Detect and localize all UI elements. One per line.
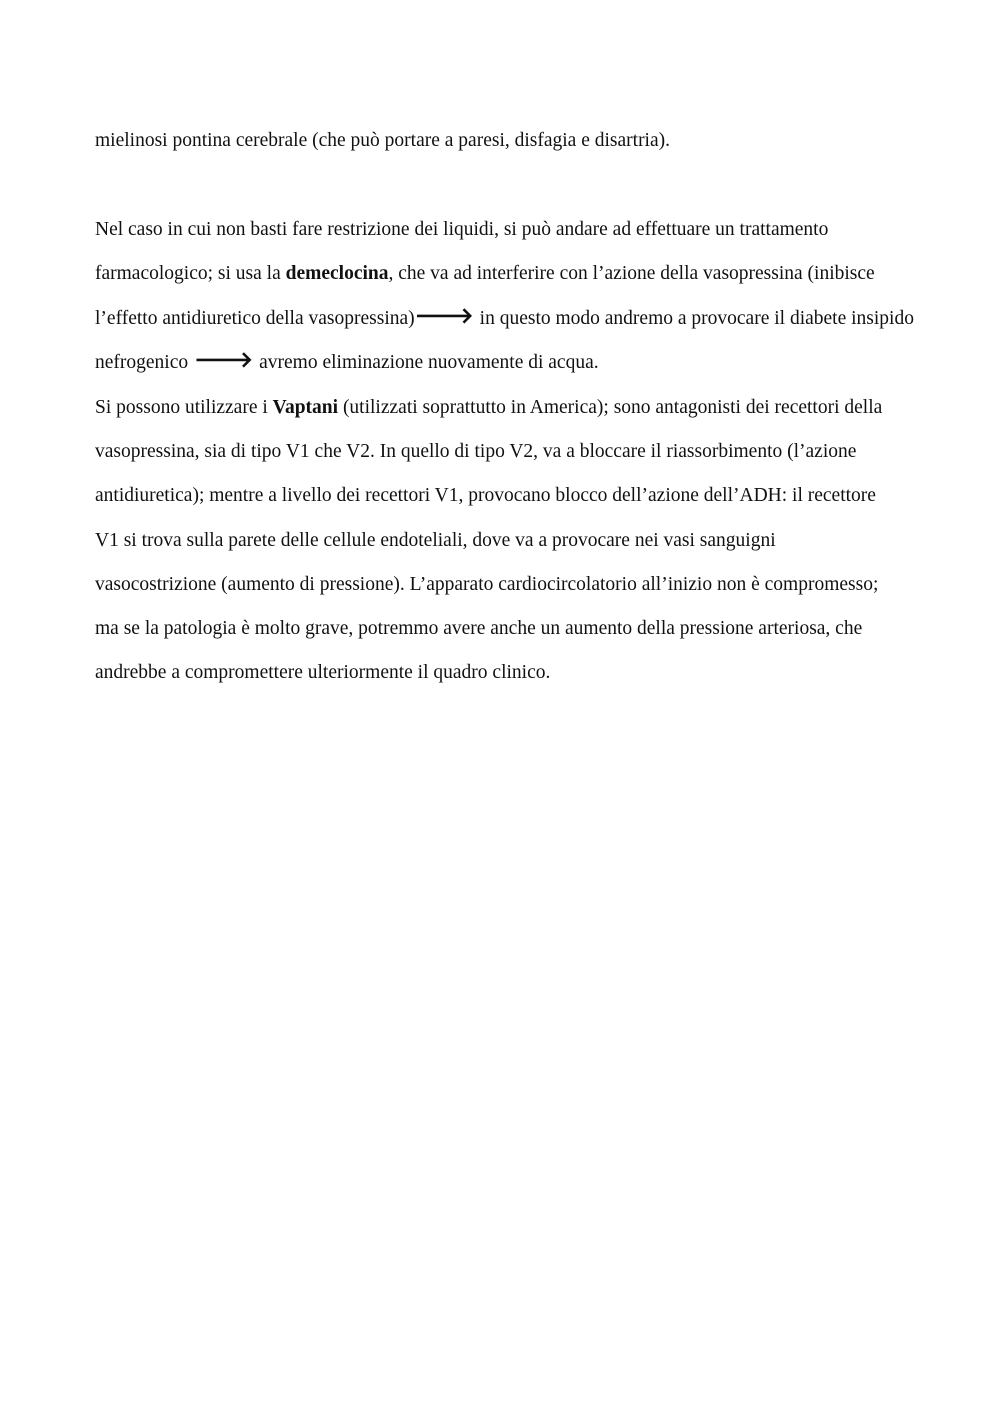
text-line-content: andrebbe a compromettere ulteriormente il quadro clinico. [95,662,551,683]
text-line-content: in questo modo andremo a provocare il diabete insipido [479,308,914,329]
text-line-content: ma se la patologia è molto grave, potremmo avere anche un aumento della pressione arteriosa, che [95,618,863,639]
text-line-content: Si possono utilizzare i [95,397,273,418]
text-line-content: farmacologico; si usa la [95,263,286,284]
right-arrow-icon: 🡒 [194,348,254,373]
text-line [95,396,882,420]
text-line-content: avremo eliminazione nuovamente di acqua. [259,352,599,373]
text-line-content: , che va ad interferire con l’azione della vasopressina (inibisce [388,263,875,284]
bold-term-vaptani: Vaptani [272,397,339,418]
text-line [95,348,599,375]
text-line-content: vasocostrizione (aumento di pressione). L’apparato cardiocircolatorio all’inizio non è compromesso; [95,574,879,595]
text-line [95,484,876,508]
text-line [95,617,862,641]
text-line [95,129,670,153]
text-line-content: antidiuretica); mentre a livello dei recettori V1, provocano blocco dell’azione dell’ADH: il recettore [95,485,876,506]
bold-term-demeclocina: demeclocina [285,263,389,284]
text-line-content: V1 si trova sulla parete delle cellule endoteliali, dove va a provocare nei vasi sanguigni [95,530,776,551]
text-line [95,440,856,464]
right-arrow-icon: 🡒 [414,304,474,329]
text-line [95,304,914,331]
text-line [95,218,828,242]
text-line-content: Nel caso in cui non basti fare restrizione dei liquidi, si può andare ad effettuare un trattamento [95,219,829,240]
text-line [95,661,550,685]
text-line-content: l’effetto antidiuretico della vasopressina) [95,308,415,329]
text-line [95,262,875,286]
text-line [95,529,776,553]
text-line-content: mielinosi pontina cerebrale (che può portare a paresi, disfagia e disartria). [95,130,671,151]
text-line-content: (utilizzati soprattutto in America); sono antagonisti dei recettori della [338,397,883,418]
text-line [95,573,878,597]
text-line-content: nefrogenico [95,352,189,373]
text-line-content: vasopressina, sia di tipo V1 che V2. In quello di tipo V2, va a bloccare il riassorbimento (l’azione [95,441,857,462]
